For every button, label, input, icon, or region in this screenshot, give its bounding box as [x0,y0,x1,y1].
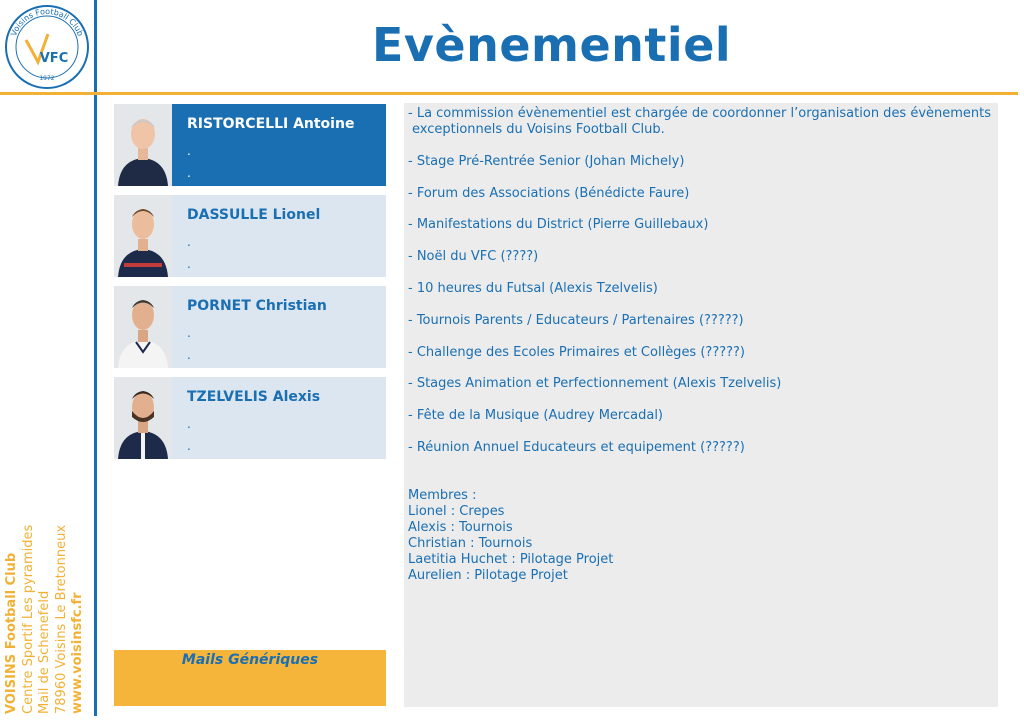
member-photo [114,377,172,459]
member-card-tzelvelis[interactable] [114,377,386,459]
footer-address-line: Mail de Schenefeld [37,590,52,714]
horizontal-divider [0,92,1018,95]
member-detail-line: . [187,417,191,431]
member-detail-line: . [187,257,191,271]
intro-line: - La commission évènementiel est chargée de coordonner l’organisation des évènements [408,106,992,121]
mails-generiques-label: Mails Génériques [181,652,319,668]
logo-year: 1972 [39,75,55,82]
membre-item: Christian : Tournois [408,535,533,551]
vertical-divider [94,0,97,716]
event-item: - Manifestations du District (Pierre Guillebaux) [408,217,709,233]
club-logo [4,4,90,90]
club-address-footer [4,524,204,714]
member-name: DASSULLE Lionel [187,207,321,223]
event-item: - Stage Pré-Rentrée Senior (Johan Michely) [408,153,685,169]
footer-address-line: 78960 Voisins Le Bretonneux [53,524,69,714]
member-card-pornet[interactable] [114,286,386,368]
membre-item: Alexis : Tournois [408,519,513,535]
member-photo [114,195,172,277]
footer-website-link[interactable]: www.voisinsfc.fr [70,592,85,714]
membre-item: Laetitia Huchet : Pilotage Projet [408,551,614,567]
intro-line: exceptionnels du Voisins Football Club. [412,122,665,137]
event-item: - Challenge des Ecoles Primaires et Collèges (?????) [408,344,745,360]
member-detail-line: . [187,235,191,249]
member-detail-line: . [187,144,191,158]
member-detail-line: . [187,439,191,453]
event-item: - Noël du VFC (????) [408,249,539,265]
member-card-dassulle[interactable] [114,195,386,277]
footer-address-line: Centre Sportif Les pyramides [20,524,36,714]
member-detail-line: . [187,326,191,340]
event-item: - Tournois Parents / Educateurs / Partenaires (?????) [408,312,744,328]
membre-item: Aurelien : Pilotage Projet [408,567,568,583]
member-photo [114,104,172,186]
member-name: PORNET Christian [187,298,327,314]
event-item: - Réunion Annuel Educateurs et equipement (?????) [408,439,745,455]
logo-ring-text: Voisins Football Club [9,6,85,38]
event-item: - 10 heures du Futsal (Alexis Tzelvelis) [408,280,658,296]
member-name: RISTORCELLI Antoine [187,116,355,132]
content-panel [404,103,998,707]
member-detail-line: . [187,166,191,180]
member-detail-line: . [187,348,191,362]
event-item: - Forum des Associations (Bénédicte Faure) [408,185,690,201]
membres-title: Membres : [408,487,477,503]
event-item: - Fête de la Musique (Audrey Mercadal) [408,408,663,424]
member-card-ristorcelli[interactable] [114,104,386,186]
event-item: - Stages Animation et Perfectionnement (Alexis Tzelvelis) [408,376,782,392]
membre-item: Lionel : Crepes [408,503,505,519]
page-title: Evènementiel [372,18,732,72]
member-photo [114,286,172,368]
logo-monogram: VFC [39,51,69,66]
member-name: TZELVELIS Alexis [187,389,321,405]
footer-club-name: VOISINS Football Club [4,552,19,714]
